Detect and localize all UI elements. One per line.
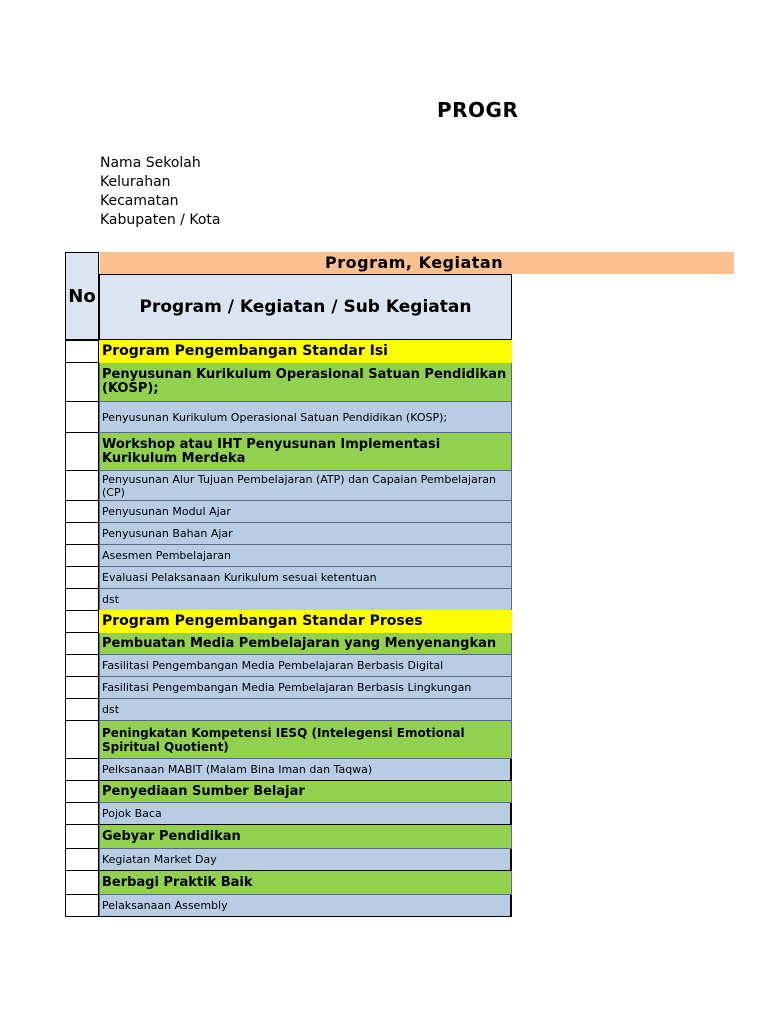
sub-kegiatan-row: Asesmen Pembelajaran	[99, 545, 512, 567]
sub-kegiatan-row: Evaluasi Pelaksanaan Kurikulum sesuai ketentuan	[99, 567, 512, 589]
kegiatan-row: Workshop atau IHT Penyusunan Implementasi Kurikulum Merdeka	[99, 433, 512, 471]
row-number-cell	[65, 895, 99, 917]
row-number-cell	[65, 655, 99, 677]
row-number-cell	[65, 699, 99, 721]
sub-kegiatan-row: Penyusunan Modul Ajar	[99, 501, 512, 523]
row-number-cell	[65, 721, 99, 759]
kegiatan-row: Peningkatan Kompetensi IESQ (Intelegensi Emotional Spiritual Quotient)	[99, 721, 512, 759]
row-number-cell	[65, 589, 99, 611]
row-number-cell	[65, 759, 99, 781]
sub-kegiatan-row: Fasilitasi Pengembangan Media Pembelajaran Berbasis Lingkungan	[99, 677, 512, 699]
sub-kegiatan-row: Pelaksanaan Assembly	[99, 895, 512, 917]
row-number-cell	[65, 523, 99, 545]
info-label-nama-sekolah: Nama Sekolah	[100, 155, 201, 171]
sub-kegiatan-row: Penyusunan Kurikulum Operasional Satuan Pendidikan (KOSP);	[99, 402, 512, 433]
sub-kegiatan-row: Kegiatan Market Day	[99, 849, 512, 871]
info-label-kabupaten-kota: Kabupaten / Kota	[100, 212, 221, 228]
row-number-cell	[65, 610, 99, 633]
row-number-cell	[65, 803, 99, 825]
kegiatan-row: Pembuatan Media Pembelajaran yang Menyenangkan	[99, 633, 512, 655]
sub-kegiatan-row: Pojok Baca	[99, 803, 512, 825]
row-number-cell	[65, 545, 99, 567]
sub-kegiatan-row: dst	[99, 589, 512, 611]
sub-kegiatan-row: dst	[99, 699, 512, 721]
kegiatan-row: Berbagi Praktik Baik	[99, 871, 512, 895]
sub-kegiatan-row: Penyusunan Alur Tujuan Pembelajaran (ATP) dan Capaian Pembelajaran (CP)	[99, 471, 512, 501]
row-number-cell	[65, 567, 99, 589]
row-number-cell	[65, 871, 99, 895]
row-number-cell	[65, 849, 99, 871]
row-number-cell	[65, 677, 99, 699]
info-label-kelurahan: Kelurahan	[100, 174, 171, 190]
row-number-cell	[65, 781, 99, 803]
row-number-cell	[65, 402, 99, 433]
column-header-program: Program / Kegiatan / Sub Kegiatan	[99, 274, 512, 340]
kegiatan-row: Gebyar Pendidikan	[99, 825, 512, 849]
sub-kegiatan-row: Pelksanaan MABIT (Malam Bina Iman dan Taqwa)	[99, 759, 512, 781]
row-number-cell	[65, 825, 99, 849]
page-title: PROGR	[437, 98, 519, 122]
kegiatan-row: Penyusunan Kurikulum Operasional Satuan Pendidikan (KOSP);	[99, 363, 512, 402]
row-number-cell	[65, 340, 99, 363]
sub-kegiatan-row: Penyusunan Bahan Ajar	[99, 523, 512, 545]
row-number-cell	[65, 501, 99, 523]
row-number-cell	[65, 471, 99, 501]
table-banner: Program, Kegiatan	[100, 252, 734, 274]
program-row: Program Pengembangan Standar Isi	[99, 340, 512, 363]
kegiatan-row: Penyediaan Sumber Belajar	[99, 781, 512, 803]
info-label-kecamatan: Kecamatan	[100, 193, 179, 209]
row-number-cell	[65, 433, 99, 471]
program-row: Program Pengembangan Standar Proses	[99, 610, 512, 633]
sub-kegiatan-row: Fasilitasi Pengembangan Media Pembelajaran Berbasis Digital	[99, 655, 512, 677]
row-number-cell	[65, 633, 99, 655]
row-number-cell	[65, 363, 99, 402]
no-column-header: No	[65, 252, 99, 340]
